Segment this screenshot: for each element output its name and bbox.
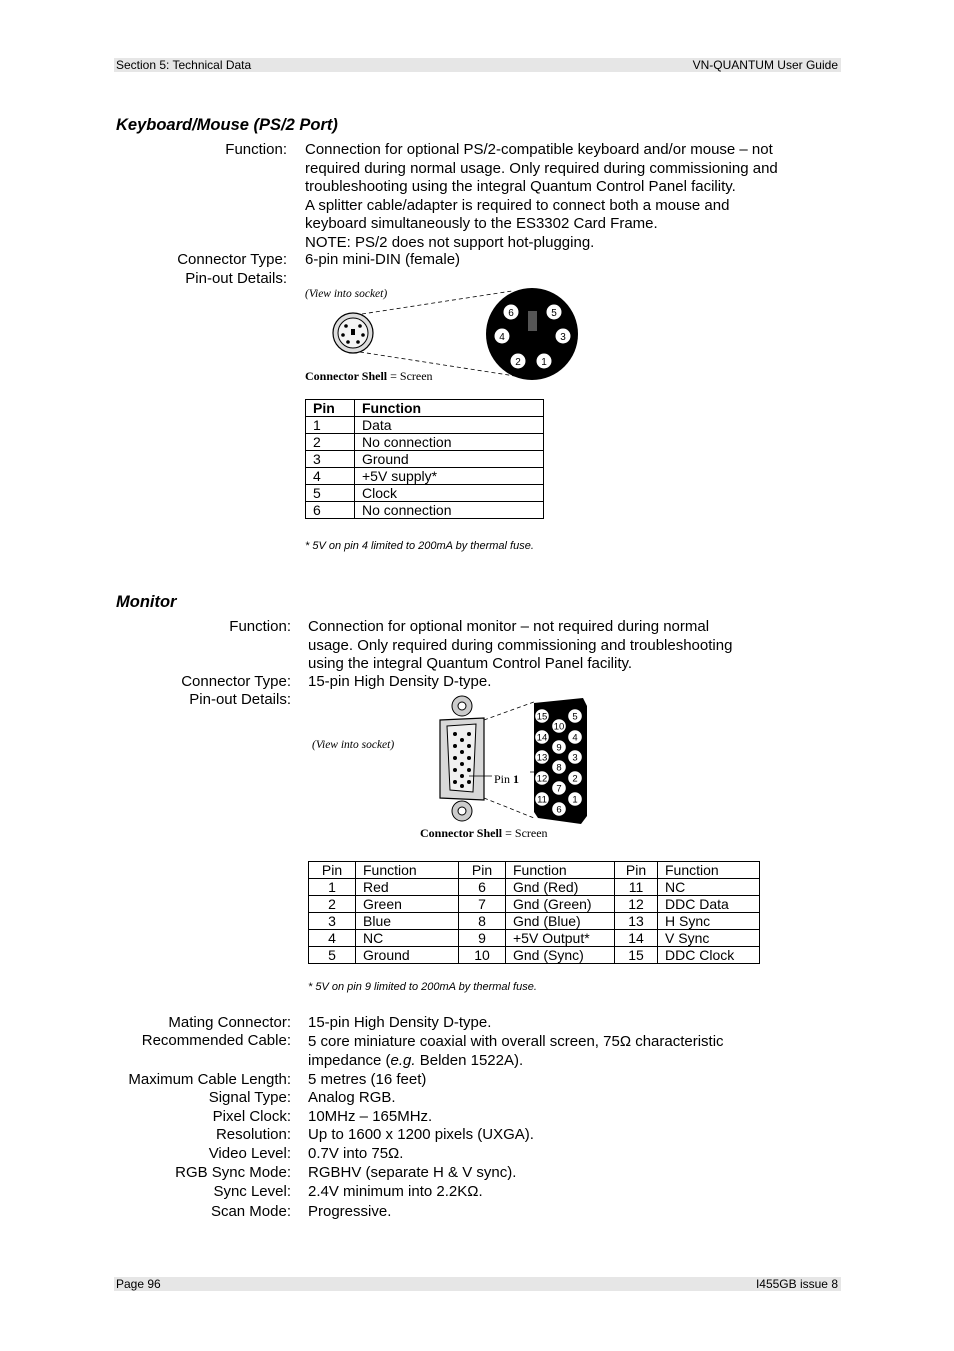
table-cell: Ground <box>355 451 544 468</box>
kb-function-line: A splitter cable/adapter is required to connect both a mouse and <box>305 196 730 214</box>
table-row <box>309 930 760 947</box>
table-cell: 10 <box>459 947 506 964</box>
vga-pin-15: 15 <box>536 711 548 723</box>
vga-socket-face <box>447 724 476 792</box>
table-cell: Green <box>356 896 459 913</box>
table-row <box>309 913 760 930</box>
spec-value: Progressive. <box>308 1203 392 1220</box>
ps2-pin-6-label: 6 <box>508 308 514 319</box>
vga-shell-bold: Connector Shell <box>420 826 503 840</box>
spec-value-part: impedance ( <box>308 1052 391 1069</box>
table-cell: Gnd (Red) <box>506 879 615 896</box>
table-cell: 6 <box>459 879 506 896</box>
page-header <box>114 58 841 72</box>
table-cell: NC <box>356 930 459 947</box>
spec-label: Mating Connector: <box>168 1014 291 1031</box>
spec-label: Scan Mode: <box>210 1203 291 1220</box>
table-row <box>306 451 544 468</box>
table-header: Function <box>355 400 544 417</box>
kb-function-line: keyboard simultaneously to the ES3302 Card Frame. <box>305 215 658 232</box>
table-cell: 1 <box>306 417 355 434</box>
table-row <box>306 417 544 434</box>
spec-value: 10MHz – 165MHz. <box>308 1108 433 1125</box>
footer-page-number: Page 96 <box>116 1277 161 1291</box>
spec-value-emphasis: e.g. <box>390 1052 416 1069</box>
spec-value: RGBHV (separate H & V sync). <box>308 1164 517 1181</box>
table-cell: 6 <box>306 502 355 519</box>
table-cell: Data <box>355 417 544 434</box>
vga-pin-10: 10 <box>553 721 565 733</box>
table-cell: V Sync <box>658 930 760 947</box>
kb-function-line: required during normal usage. Only required during commissioning and <box>305 159 778 177</box>
vga-pin-11: 11 <box>537 794 547 806</box>
table-cell: 11 <box>615 879 658 896</box>
mon-function-line: usage. Only required during commissioning and troubleshooting <box>308 636 733 654</box>
table-cell: 13 <box>615 913 658 930</box>
table-cell: +5V supply* <box>355 468 544 485</box>
vga-pin-3: 3 <box>572 752 578 764</box>
mon-function-text <box>308 618 732 674</box>
spec-label: RGB Sync Mode: <box>175 1164 291 1181</box>
table-cell: +5V Output* <box>506 930 615 947</box>
table-header: Pin <box>615 862 658 879</box>
table-cell: 4 <box>309 930 356 947</box>
spec-value-continued <box>308 1052 523 1071</box>
table-cell: 5 <box>306 485 355 502</box>
spec-value-part: Belden 1522A). <box>415 1052 524 1069</box>
mon-function-line: Connection for optional monitor – not required during normal <box>308 618 710 635</box>
table-header: Function <box>506 862 615 879</box>
spec-label: Sync Level: <box>213 1183 291 1200</box>
vga-connector-diagram <box>308 694 598 844</box>
table-cell: 15 <box>615 947 658 964</box>
kb-connector-label: Connector Type: <box>177 251 287 268</box>
table-cell: Ground <box>356 947 459 964</box>
vga-view-label: (View into socket) <box>312 739 395 751</box>
vga-lead-line-top <box>484 702 534 720</box>
footer-issue: I455GB issue 8 <box>755 1277 838 1291</box>
spec-label: Pixel Clock: <box>212 1108 291 1125</box>
spec-label: Signal Type: <box>208 1089 291 1106</box>
kb-function-line: Connection for optional PS/2-compatible keyboard and/or mouse – not <box>305 141 773 158</box>
spec-value: 0.7V into 75Ω. <box>308 1145 404 1162</box>
table-header: Pin <box>459 862 506 879</box>
kb-function-text <box>305 141 778 252</box>
mon-function-line: using the integral Quantum Control Panel facility. <box>308 655 633 672</box>
mon-pinout-label: Pin-out Details: <box>189 691 291 708</box>
spec-value: Analog RGB. <box>308 1089 396 1106</box>
vga-pin-12: 12 <box>536 773 548 785</box>
table-row <box>309 879 760 896</box>
vga-pin-13: 13 <box>536 752 548 764</box>
ps2-key-slot <box>528 311 537 331</box>
vga-pin-4: 4 <box>572 732 578 744</box>
table-cell: 12 <box>615 896 658 913</box>
header-doc-title: VN-QUANTUM User Guide <box>692 58 838 72</box>
table-header: Pin <box>309 862 356 879</box>
table-cell: 3 <box>309 913 356 930</box>
vga-pin-8: 8 <box>556 762 562 774</box>
table-cell: 14 <box>615 930 658 947</box>
ps2-pin-1-label: 1 <box>541 357 547 368</box>
table-cell: 5 <box>309 947 356 964</box>
vga-pin1-label <box>494 772 519 786</box>
ps2-pin-table <box>305 399 544 519</box>
table-header: Function <box>356 862 459 879</box>
vga-pin1-prefix: Pin <box>494 772 514 786</box>
table-cell: 8 <box>459 913 506 930</box>
table-cell: Blue <box>356 913 459 930</box>
vga-pin-table <box>308 861 760 964</box>
table-cell: 2 <box>306 434 355 451</box>
table-cell: No connection <box>355 502 544 519</box>
table-cell: 7 <box>459 896 506 913</box>
vga-pin-14: 14 <box>536 732 548 744</box>
kb-function-label: Function: <box>225 141 287 158</box>
page-footer <box>114 1277 841 1291</box>
table-cell: Clock <box>355 485 544 502</box>
table-cell: H Sync <box>658 913 760 930</box>
spec-value: 5 core miniature coaxial with overall screen, 75Ω characteristic <box>308 1033 724 1050</box>
table-header: Function <box>658 862 760 879</box>
ps2-shell-label <box>305 369 433 383</box>
spec-value: Up to 1600 x 1200 pixels (UXGA). <box>308 1126 534 1143</box>
kb-connector-value: 6-pin mini-DIN (female) <box>305 251 461 268</box>
table-row <box>306 502 544 519</box>
table-cell: DDC Clock <box>658 947 760 964</box>
table-row <box>306 434 544 451</box>
kb-pinout-label: Pin-out Details: <box>185 270 287 287</box>
header-section: Section 5: Technical Data <box>116 58 252 72</box>
table-cell: Red <box>356 879 459 896</box>
vga-pin-1: 1 <box>572 794 578 806</box>
vga-pin1-number: 1 <box>513 772 520 786</box>
table-cell: DDC Data <box>658 896 760 913</box>
vga-lead-line-bottom <box>484 798 534 818</box>
vga-pin-2: 2 <box>572 773 578 785</box>
mon-connector-label: Connector Type: <box>181 673 291 690</box>
spec-label: Recommended Cable: <box>141 1032 291 1049</box>
vga-shell-label <box>420 826 548 840</box>
vga-pin-6: 6 <box>556 804 562 816</box>
table-cell: Gnd (Blue) <box>506 913 615 930</box>
table-header: Pin <box>306 400 355 417</box>
table-cell: 3 <box>306 451 355 468</box>
vga-pin-5: 5 <box>572 711 578 723</box>
table-row <box>306 485 544 502</box>
vga-shell-rest: = Screen <box>502 826 548 840</box>
table-cell: 2 <box>309 896 356 913</box>
table-header-row <box>306 400 544 417</box>
mon-connector-value: 15-pin High Density D-type. <box>308 673 492 690</box>
monitor-section-title: Monitor <box>116 593 177 611</box>
ps2-connector-diagram <box>300 282 590 386</box>
table-cell: 1 <box>309 879 356 896</box>
kb-function-line: NOTE: PS/2 does not support hot-plugging. <box>305 233 595 251</box>
spec-label: Video Level: <box>208 1145 291 1162</box>
table-cell: 9 <box>459 930 506 947</box>
mon-function-label: Function: <box>229 618 291 635</box>
spec-value: 5 metres (16 feet) <box>308 1071 427 1088</box>
kb-function-line: troubleshooting using the integral Quantum Control Panel facility. <box>305 178 736 195</box>
mon-footnote: * 5V on pin 9 limited to 200mA by thermal fuse. <box>308 981 537 993</box>
ps2-view-label: (View into socket) <box>305 288 388 300</box>
kb-footnote: * 5V on pin 4 limited to 200mA by thermal fuse. <box>305 540 534 552</box>
vga-pin-9: 9 <box>556 742 562 754</box>
spec-label: Maximum Cable Length: <box>128 1071 291 1088</box>
spec-value: 15-pin High Density D-type. <box>308 1014 492 1031</box>
ps2-pin-2-label: 2 <box>515 357 521 368</box>
spec-value: 2.4V minimum into 2.2KΩ. <box>308 1183 483 1200</box>
ps2-shell-rest: = Screen <box>387 369 433 383</box>
ps2-pin-3-label: 3 <box>560 332 566 343</box>
ps2-shell-bold: Connector Shell <box>305 369 388 383</box>
table-header-row <box>309 862 760 879</box>
table-row <box>309 896 760 913</box>
keyboard-section-title: Keyboard/Mouse (PS/2 Port) <box>116 116 338 134</box>
table-row <box>309 947 760 964</box>
vga-pin-7: 7 <box>556 783 562 795</box>
table-cell: NC <box>658 879 760 896</box>
table-cell: No connection <box>355 434 544 451</box>
spec-label: Resolution: <box>215 1126 291 1143</box>
table-cell: Gnd (Sync) <box>506 947 615 964</box>
ps2-pin-5-label: 5 <box>551 308 557 319</box>
table-row <box>306 468 544 485</box>
table-cell: Gnd (Green) <box>506 896 615 913</box>
ps2-pin-4-label: 4 <box>499 332 505 343</box>
table-cell: 4 <box>306 468 355 485</box>
